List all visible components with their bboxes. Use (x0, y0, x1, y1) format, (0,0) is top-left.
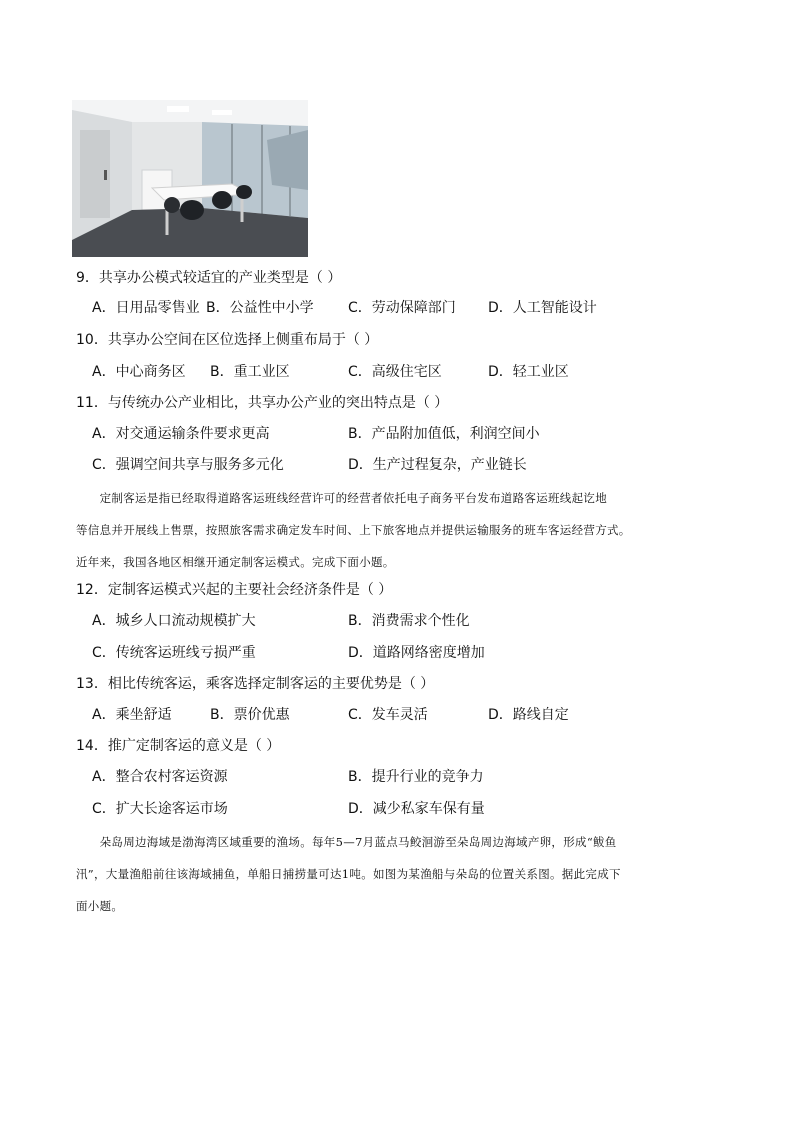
q10-option-b: B．重工业区 (210, 364, 290, 380)
q12-option-a: A．城乡人口流动规模扩大 (92, 613, 256, 629)
q14-option-a: A．整合农村客运资源 (92, 769, 228, 785)
question-10-stem: 10．共享办公空间在区位选择上侧重布局于（ ） (76, 332, 379, 348)
q10-option-a: A．中心商务区 (92, 364, 186, 380)
passage-line: 面小题。 (76, 899, 124, 913)
q11-option-d: D．生产过程复杂，产业链长 (348, 457, 527, 473)
passage-line: 近年来，我国各地区相继开通定制客运模式。完成下面小题。 (76, 555, 395, 569)
office-photo (72, 100, 308, 257)
q11-option-b: B．产品附加值低，利润空间小 (348, 426, 540, 442)
passage-line: 汛”，大量渔船前往该海域捕鱼，单船日捕捞量可达1吨。如图为某渔船与朵岛的位置关系图。据此完成下 (76, 867, 621, 881)
passage-fishing-ground (76, 826, 726, 922)
question-12-stem: 12．定制客运模式兴起的主要社会经济条件是（ ） (76, 582, 393, 598)
question-11-stem: 11．与传统办公产业相比，共享办公产业的突出特点是（ ） (76, 395, 449, 411)
question-13-stem: 13．相比传统客运，乘客选择定制客运的主要优势是（ ） (76, 676, 435, 692)
q13-option-a: A．乘坐舒适 (92, 707, 172, 723)
q9-option-d: D．人工智能设计 (488, 300, 597, 316)
q9-option-c: C．劳动保障部门 (348, 300, 456, 316)
q13-option-d: D．路线自定 (488, 707, 569, 723)
q14-option-d: D．减少私家车保有量 (348, 801, 485, 817)
passage-line: 定制客运是指已经取得道路客运班线经营许可的经营者依托电子商务平台发布道路客运班线起讫地 (76, 491, 607, 505)
q12-option-d: D．道路网络密度增加 (348, 645, 485, 661)
q14-option-c: C．扩大长途客运市场 (92, 801, 228, 817)
q9-option-a: A．日用品零售业 (92, 300, 200, 316)
q11-option-c: C．强调空间共享与服务多元化 (92, 457, 284, 473)
q12-option-c: C．传统客运班线亏损严重 (92, 645, 256, 661)
passage-line: 朵岛周边海域是渤海湾区域重要的渔场。每年5—7月蓝点马鲛洄游至朵岛周边海域产卵，形成“鲅鱼 (76, 835, 617, 849)
q10-option-d: D．轻工业区 (488, 364, 569, 380)
q11-option-a: A．对交通运输条件要求更高 (92, 426, 270, 442)
q12-option-b: B．消费需求个性化 (348, 613, 470, 629)
q10-option-c: C．高级住宅区 (348, 364, 442, 380)
q14-option-b: B．提升行业的竞争力 (348, 769, 484, 785)
q9-option-b: B．公益性中小学 (206, 300, 314, 316)
question-9-stem: 9．共享办公模式较适宜的产业类型是（ ） (76, 270, 342, 286)
passage-line: 等信息并开展线上售票，按照旅客需求确定发车时间、上下旅客地点并提供运输服务的班车客运经营方式。 (76, 523, 631, 537)
passage-custom-bus (76, 482, 726, 578)
question-14-stem: 14．推广定制客运的意义是（ ） (76, 738, 281, 754)
q13-option-c: C．发车灵活 (348, 707, 428, 723)
q13-option-b: B．票价优惠 (210, 707, 290, 723)
